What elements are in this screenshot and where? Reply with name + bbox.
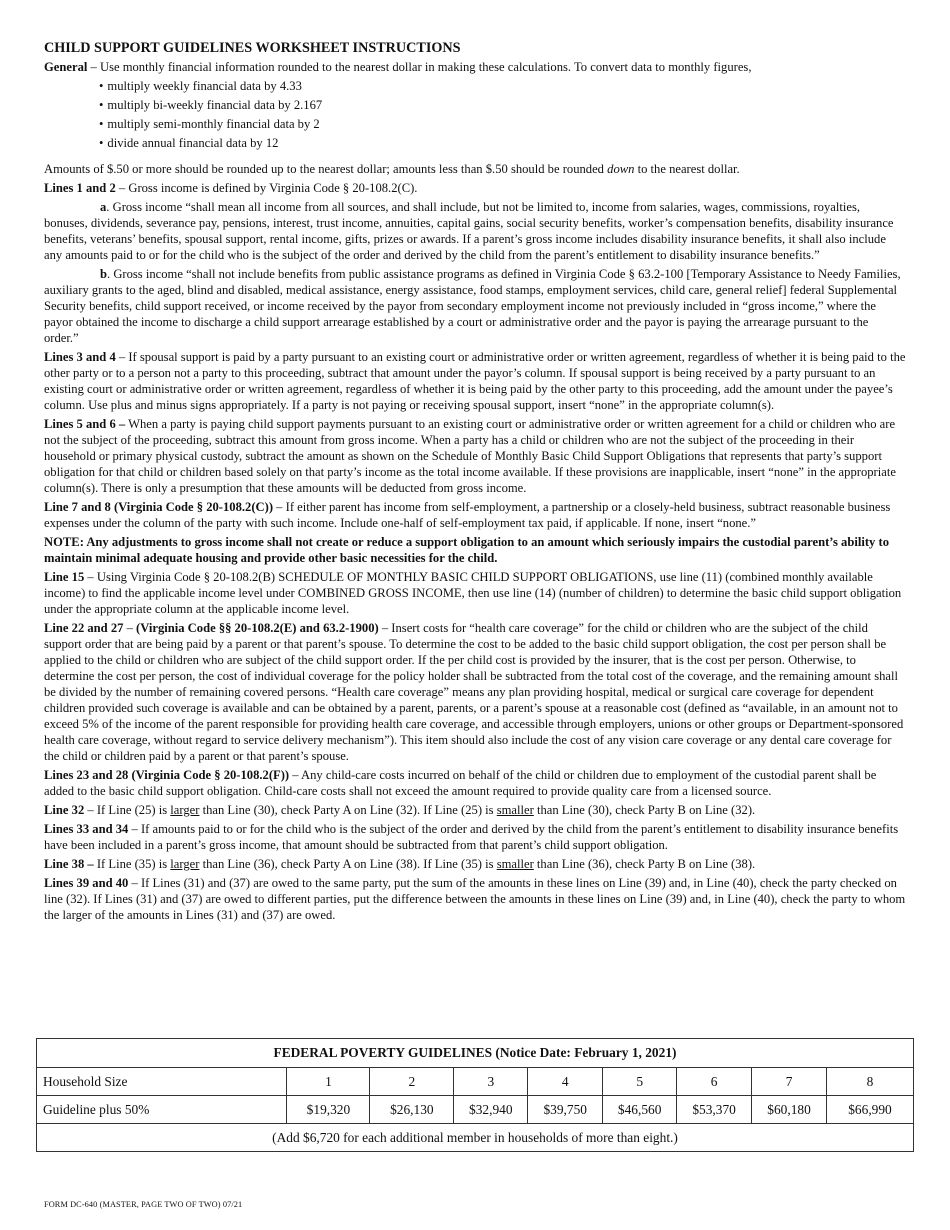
gross-income-a-paragraph: [44, 199, 906, 263]
line-32-text: than Line (30), check Party B on Line (32).: [533, 803, 756, 817]
table-row: [37, 1124, 914, 1152]
table-title-text: FEDERAL POVERTY GUIDELINES (Notice Date: February 1, 2021): [273, 1045, 677, 1060]
general-text: – Use monthly financial information rounded to the nearest dollar in making these calculations. To convert data to monthly figures,: [87, 60, 752, 74]
table-note: (Add $6,720 for each additional member in households of more than eight.): [37, 1124, 914, 1152]
gross-income-b-paragraph: [44, 266, 906, 346]
line-38-underlined: larger: [170, 857, 200, 871]
lines-23-28-text: – Any child-care costs incurred on behalf of the child or children due to employment of the custodial parent shall be added to the basic child support obligation. Child-care costs shall not exceed the amount required to provide quality care from a licensed source.: [44, 768, 877, 798]
household-size-cell: 5: [603, 1068, 677, 1096]
lines-1-2-text: – Gross income is defined by Virginia Code § 20-108.2(C).: [115, 181, 418, 195]
guideline-amount-cell: $66,990: [827, 1096, 914, 1124]
line-22-27-text: – Insert costs for “health care coverage” for the child or children who are the subject of the child support order that are being paid by a parent or that parent’s spouse. To determine the cost to be added to the basic child support obligation, the cost per person shall be applied to the child or children who are subject of the child support order. If the per child cost is provided by the insurer, that is the cost per person. Otherwise, to determine the cost per person, the cost of individual coverage for the policy holder shall be subtracted from the total cost of the coverage, and the remaining amount shall be divided by the number of remaining covered persons. “Health care coverage” means any plan providing hospital, medical or surgical care coverage for dependent children provided such coverage is available and can be obtained by a parent, parents, or a parent’s spouse at a reasonable cost (defined as “available, in an amount not to exceed 5% of the income of the parent responsible for providing health care coverage, and accessible through employers, unions or other groups or Department-sponsored health care coverage, without regard to service delivery mechanism”). This item should also include the cost of any vision care coverage or any dental care coverage for the child or children paid by a parent or that parent’s spouse.: [44, 621, 904, 763]
household-size-cell: 3: [454, 1068, 528, 1096]
item-b-label: b: [100, 267, 108, 281]
line-38-text: than Line (36), check Party A on Line (38). If Line (35) is: [199, 857, 497, 871]
guideline-amount-cell: $39,750: [528, 1096, 603, 1124]
line-32-paragraph: [44, 802, 906, 818]
line-32-label: Line 32: [44, 803, 85, 817]
household-size-cell: 1: [287, 1068, 370, 1096]
line-38-paragraph: [44, 856, 906, 872]
rounding-text-end: to the nearest dollar.: [634, 162, 740, 176]
line-15-label: Line 15: [44, 570, 85, 584]
lines-3-4-text: – If spousal support is paid by a party pursuant to an existing court or administrative order or written agreement, regardless of whether it is being paid to the other party or to a person not a party to this proceeding, subtract that amount under the payor’s column. If spousal support is being received by a party pursuant to an existing court or administrative order or written agreement, regardless of whether it is being paid by the other party to this proceeding, add the amount under the payee’s column. Use plus and minus signs appropriately. If a party is not paying or receiving spousal support, insert “none” in the appropriate column(s).: [44, 350, 906, 412]
line-15-text: – Using Virginia Code § 20-108.2(B) SCHEDULE OF MONTHLY BASIC CHILD SUPPORT OBLIGATIONS, use line (11) (combined monthly available income) to find the applicable income level under COMBINED GROSS INCOME, then use line (14) (number of children) to determine the basic child support obligation under the appropriate column at the applicable income level.: [44, 570, 902, 616]
line-7-8-paragraph: [44, 499, 906, 531]
table-title: [37, 1039, 914, 1068]
guideline-label: Guideline plus 50%: [37, 1096, 287, 1124]
lines-23-28-paragraph: [44, 767, 906, 799]
line-32-underlined: larger: [170, 803, 200, 817]
household-size-cell: 6: [677, 1068, 752, 1096]
general-label: General: [44, 60, 88, 74]
household-size-cell: 4: [528, 1068, 603, 1096]
lines-5-6-label: Lines 5 and 6 –: [44, 417, 126, 431]
lines-1-2-label: Lines 1 and 2: [44, 181, 116, 195]
conversion-list: [99, 78, 906, 151]
household-size-label: Household Size: [37, 1068, 287, 1096]
lines-3-4-label: Lines 3 and 4: [44, 350, 116, 364]
item-b-text: . Gross income “shall not include benefits from public assistance programs as defined in Virginia Code § 63.2-100 [Temporary Assistance to Needy Families, auxiliary grants to the aged, blind and disabled, medical assistance, energy assistance, food stamps, employment services, child care, general relief] federal Supplemental Security benefits, child support received, or income received by the payor from secondary employment income not previously included in “gross income,” where the payor obtained the income to discharge a child support arrearage established by a court or administrative order and the payor is paying the arrearage pursuant to the order.”: [44, 267, 901, 345]
rounding-text: Amounts of $.50 or more should be rounded up to the nearest dollar; amounts less than $.50 should be rounded: [44, 162, 608, 176]
guideline-amount-cell: $19,320: [287, 1096, 370, 1124]
household-size-cell: 8: [827, 1068, 914, 1096]
list-item: • multiply weekly financial data by 4.33: [99, 78, 906, 94]
lines-39-40-label: Lines 39 and 40: [44, 876, 129, 890]
line-32-text: than Line (30), check Party A on Line (32). If Line (25) is: [199, 803, 497, 817]
form-footer: FORM DC-640 (MASTER, PAGE TWO OF TWO) 07/21: [44, 1200, 243, 1209]
line-7-8-text: – If either parent has income from self-employment, a partnership or a closely-held business, subtract reasonable business expenses under the column of the party with such income. Include one-half of self-employment tax paid, if applicable. If none, insert “none.”: [44, 500, 891, 530]
instructions-page: [44, 40, 906, 926]
line-38-text: If Line (35) is: [93, 857, 171, 871]
guideline-amount-cell: $60,180: [752, 1096, 827, 1124]
line-22-27-code-label: (Virginia Code §§ 20-108.2(E) and 63.2-1900): [136, 621, 379, 635]
table-row: [37, 1039, 914, 1068]
line-22-27-dash: –: [123, 621, 137, 635]
line-7-8-label: Line 7 and 8 (Virginia Code § 20-108.2(C)): [44, 500, 274, 514]
table-row: [37, 1068, 914, 1096]
guideline-amount-cell: $46,560: [603, 1096, 677, 1124]
line-38-label: Line 38 –: [44, 857, 94, 871]
lines-33-34-text: – If amounts paid to or for the child who is the subject of the order and derived by the child from the parent’s entitlement to disability insurance benefits have been included in a parent’s gross income, that amount should be subtracted from that parent’s child support obligation.: [44, 822, 899, 852]
lines-39-40-text: – If Lines (31) and (37) are owed to the same party, put the sum of the amounts in these lines on Line (39) and, in Line (40), check the party checked on line (32). If Lines (31) and (37) are owed to different parties, put the difference between the amounts in these lines on Line (39) and, in Line (40), check the party to whom the larger of the amounts in Lines (31) and (37) are owed.: [44, 876, 906, 922]
lines-5-6-text: When a party is paying child support payments pursuant to an existing court or administrative order or written agreement for a child or children who are not the subject of the proceeding, subtract this amount from gross income. When a party has a child or children who are not the subject of the proceeding in their household or primary physical custody, subtract the amount as shown on the Schedule of Monthly Basic Child Support Obligations that represents that party’s support obligation for that child or children based solely on that party’s income as the total income available. If these provisions are inapplicable, insert “none” in the appropriate column(s). There is only a presumption that these amounts will be deducted from gross income.: [44, 417, 896, 495]
household-size-cell: 7: [752, 1068, 827, 1096]
line-15-paragraph: [44, 569, 906, 617]
line-32-underlined: smaller: [496, 803, 534, 817]
lines-5-6-paragraph: [44, 416, 906, 496]
household-size-cell: 2: [370, 1068, 454, 1096]
lines-33-34-label: Lines 33 and 34: [44, 822, 129, 836]
lines-23-28-label: Lines 23 and 28 (Virginia Code § 20-108.2(F)): [44, 768, 290, 782]
rounding-emphasis: down: [607, 162, 635, 176]
line-38-text: than Line (36), check Party B on Line (38).: [533, 857, 756, 871]
item-a-label: a: [100, 200, 107, 214]
guideline-amount-cell: $32,940: [454, 1096, 528, 1124]
page-title: CHILD SUPPORT GUIDELINES WORKSHEET INSTRUCTIONS: [44, 40, 461, 56]
line-22-27-paragraph: [44, 620, 906, 764]
line-38-underlined: smaller: [496, 857, 534, 871]
table-row: [37, 1096, 914, 1124]
list-item: • multiply bi-weekly financial data by 2.167: [99, 97, 906, 113]
line-32-text: – If Line (25) is: [84, 803, 171, 817]
poverty-guidelines-table: [36, 1038, 914, 1152]
lines-3-4-paragraph: [44, 349, 906, 413]
list-item: • divide annual financial data by 12: [99, 135, 906, 151]
lines-33-34-paragraph: [44, 821, 906, 853]
guideline-amount-cell: $26,130: [370, 1096, 454, 1124]
lines-1-2-paragraph: [44, 180, 906, 196]
rounding-paragraph: [44, 161, 906, 177]
lines-39-40-paragraph: [44, 875, 906, 923]
line-22-27-label: Line 22 and 27: [44, 621, 124, 635]
guideline-amount-cell: $53,370: [677, 1096, 752, 1124]
list-item: • multiply semi-monthly financial data by 2: [99, 116, 906, 132]
general-paragraph: [44, 59, 906, 75]
note-paragraph: NOTE: Any adjustments to gross income shall not create or reduce a support obligation to an amount which seriously impairs the custodial parent’s ability to maintain minimal adequate housing and provide other basic necessities for the child.: [44, 535, 889, 565]
item-a-text: . Gross income “shall mean all income from all sources, and shall include, but not be limited to, income from salaries, wages, commissions, royalties, bonuses, dividends, severance pay, pensions, interest, trust income, annuities, capital gains, social security benefits, worker’s compensation benefits, disability insurance benefits, veterans’ benefits, spousal support, rental income, gifts, prizes or awards. If a parent’s gross income includes disability insurance benefits, it shall also include any amounts paid to or for the child who is the subject of the order and derived by the child from the parent’s entitlement to disability insurance benefits.”: [44, 200, 894, 262]
